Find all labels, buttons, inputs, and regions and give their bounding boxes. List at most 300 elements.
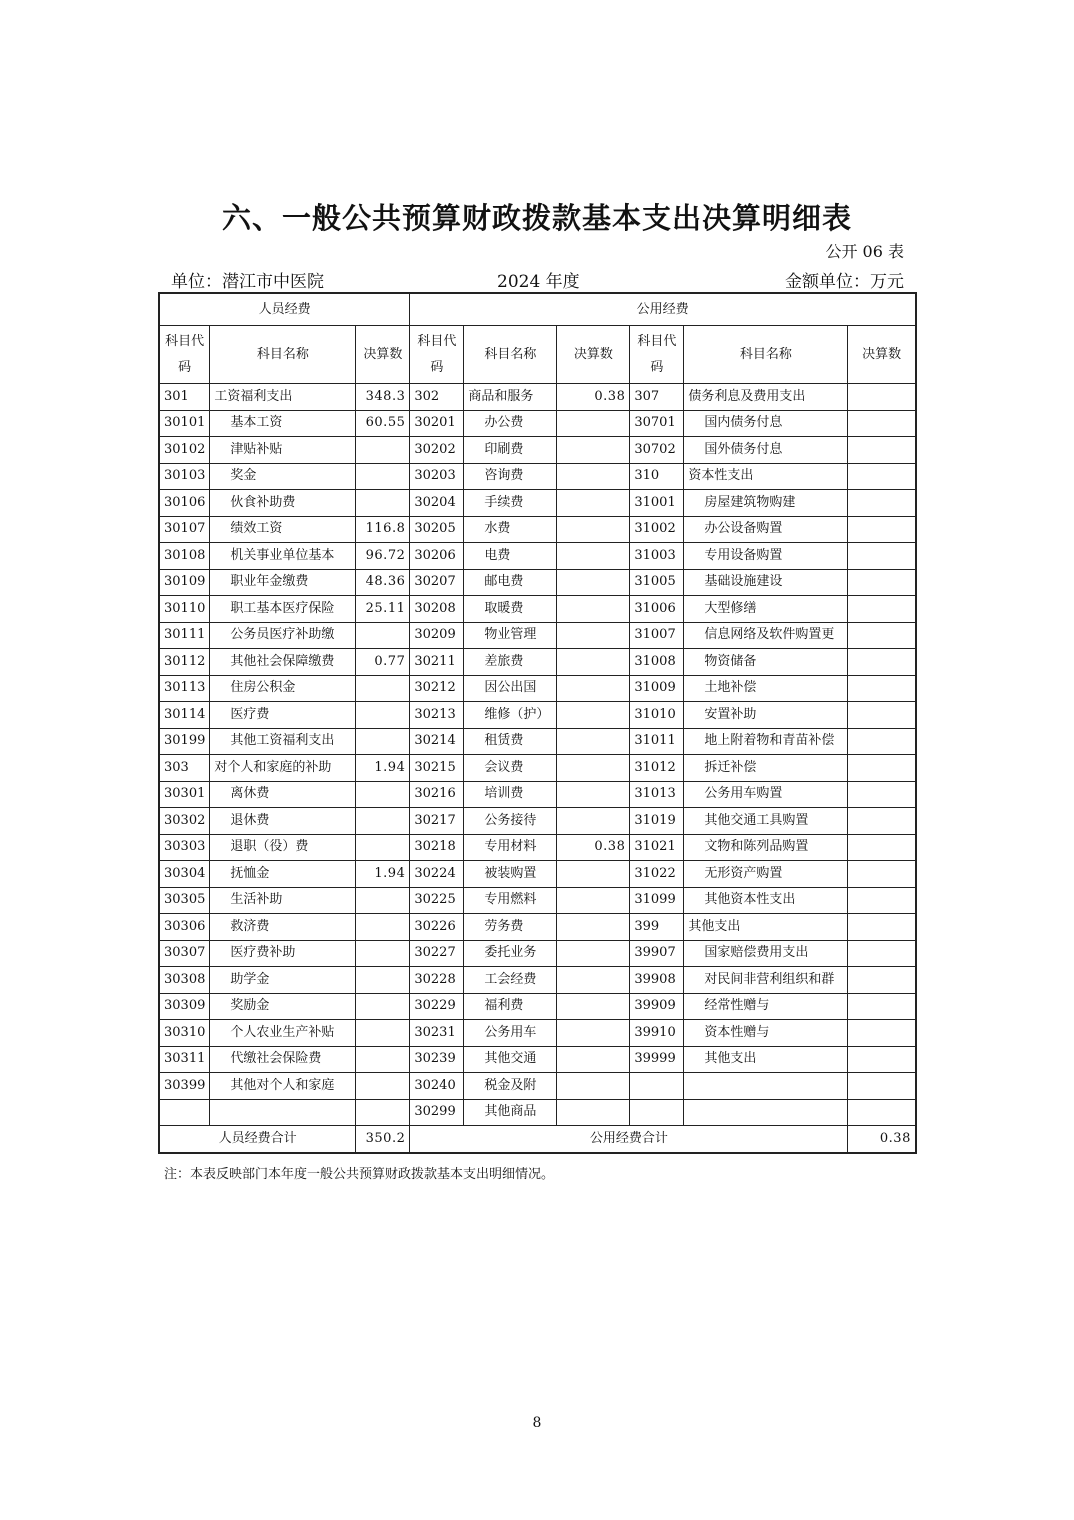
subject-code: 30199 [159, 728, 210, 755]
subject-name: 差旅费 [464, 649, 557, 676]
amount [557, 993, 630, 1020]
subject-code: 39909 [630, 993, 684, 1020]
subject-name: 职业年金缴费 [210, 569, 356, 596]
amount [848, 702, 916, 729]
amount [848, 649, 916, 676]
subject-code: 30310 [159, 1020, 210, 1047]
table-row [159, 967, 916, 994]
subject-name: 物资储备 [684, 649, 848, 676]
amount [356, 622, 410, 649]
amount [557, 914, 630, 941]
amount [848, 516, 916, 543]
subject-name: 工资福利支出 [210, 384, 356, 411]
subject-code [630, 1099, 684, 1126]
subject-code: 30111 [159, 622, 210, 649]
subject-code: 30309 [159, 993, 210, 1020]
amount [557, 702, 630, 729]
subject-name: 绩效工资 [210, 516, 356, 543]
amount [557, 755, 630, 782]
subject-name: 专用燃料 [464, 887, 557, 914]
amount [557, 463, 630, 490]
subject-name: 住房公积金 [210, 675, 356, 702]
table-row [159, 887, 916, 914]
subject-name: 基本工资 [210, 410, 356, 437]
subject-name [684, 1073, 848, 1100]
amount [848, 755, 916, 782]
subject-code: 31012 [630, 755, 684, 782]
table-row [159, 516, 916, 543]
amount [356, 1099, 410, 1126]
subject-name: 拆迁补偿 [684, 755, 848, 782]
subject-code: 30203 [410, 463, 464, 490]
total-public-value: 0.38 [848, 1126, 916, 1153]
amount: 0.77 [356, 649, 410, 676]
table-row [159, 649, 916, 676]
unit-label: 单位：潜江市中医院 [171, 272, 324, 292]
group-personnel: 人员经费 [159, 293, 410, 326]
amount [356, 781, 410, 808]
table-row [159, 728, 916, 755]
subject-name: 工会经费 [464, 967, 557, 994]
amount: 116.8 [356, 516, 410, 543]
amount [557, 437, 630, 464]
table-row [159, 490, 916, 517]
currency-label: 金额单位：万元 [785, 272, 904, 292]
subject-code: 31021 [630, 834, 684, 861]
subject-name: 办公费 [464, 410, 557, 437]
subject-name: 其他商品 [464, 1099, 557, 1126]
subject-code: 30207 [410, 569, 464, 596]
subject-name [210, 1099, 356, 1126]
subject-code: 31009 [630, 675, 684, 702]
amount [848, 622, 916, 649]
subject-code: 30701 [630, 410, 684, 437]
subject-name: 房屋建筑物购建 [684, 490, 848, 517]
subject-code: 30109 [159, 569, 210, 596]
total-row [159, 1126, 916, 1153]
subject-name: 租赁费 [464, 728, 557, 755]
subject-name: 机关事业单位基本 [210, 543, 356, 570]
subject-name: 基础设施建设 [684, 569, 848, 596]
subject-name: 水费 [464, 516, 557, 543]
table-row [159, 993, 916, 1020]
subject-code: 31005 [630, 569, 684, 596]
subject-code: 31007 [630, 622, 684, 649]
subject-name: 取暖费 [464, 596, 557, 623]
table-row [159, 569, 916, 596]
subject-code: 30305 [159, 887, 210, 914]
subject-name: 专用材料 [464, 834, 557, 861]
amount [848, 887, 916, 914]
amount [848, 410, 916, 437]
amount [557, 516, 630, 543]
subject-code: 31013 [630, 781, 684, 808]
amount [848, 490, 916, 517]
subject-code: 31010 [630, 702, 684, 729]
subject-code: 30215 [410, 755, 464, 782]
subject-name: 劳务费 [464, 914, 557, 941]
col-name: 科目名称 [210, 326, 356, 384]
subject-code: 30239 [410, 1046, 464, 1073]
amount [356, 702, 410, 729]
subject-code: 30231 [410, 1020, 464, 1047]
total-personnel-value: 350.2 [356, 1126, 410, 1153]
subject-name: 无形资产购置 [684, 861, 848, 888]
amount [356, 1073, 410, 1100]
amount: 25.11 [356, 596, 410, 623]
subject-code: 30240 [410, 1073, 464, 1100]
subject-name: 其他对个人和家庭 [210, 1073, 356, 1100]
amount [557, 861, 630, 888]
subject-name: 救济费 [210, 914, 356, 941]
subject-code [630, 1073, 684, 1100]
amount [557, 781, 630, 808]
subject-code: 31011 [630, 728, 684, 755]
table-row [159, 702, 916, 729]
subject-code: 30114 [159, 702, 210, 729]
amount [557, 490, 630, 517]
subject-name: 离休费 [210, 781, 356, 808]
subject-code: 30226 [410, 914, 464, 941]
subject-name: 助学金 [210, 967, 356, 994]
subject-code: 30213 [410, 702, 464, 729]
subject-code [159, 1099, 210, 1126]
subject-name: 会议费 [464, 755, 557, 782]
amount [848, 437, 916, 464]
amount [557, 622, 630, 649]
subject-code: 30103 [159, 463, 210, 490]
amount [557, 728, 630, 755]
subject-name: 专用设备购置 [684, 543, 848, 570]
subject-name: 手续费 [464, 490, 557, 517]
table-row [159, 1020, 916, 1047]
subject-name: 物业管理 [464, 622, 557, 649]
amount: 96.72 [356, 543, 410, 570]
total-personnel-label: 人员经费合计 [159, 1126, 356, 1153]
amount [356, 490, 410, 517]
subject-code: 30102 [159, 437, 210, 464]
subject-code: 30208 [410, 596, 464, 623]
subject-code: 31008 [630, 649, 684, 676]
amount [557, 569, 630, 596]
amount [848, 384, 916, 411]
col-amount: 决算数 [557, 326, 630, 384]
group-public: 公用经费 [410, 293, 916, 326]
table-row [159, 675, 916, 702]
amount [356, 967, 410, 994]
subject-code: 30107 [159, 516, 210, 543]
subject-name: 文物和陈列品购置 [684, 834, 848, 861]
amount [848, 1073, 916, 1100]
subject-name: 培训费 [464, 781, 557, 808]
table-row [159, 940, 916, 967]
subject-name: 其他支出 [684, 1046, 848, 1073]
col-amount: 决算数 [356, 326, 410, 384]
subject-code: 399 [630, 914, 684, 941]
table-row [159, 463, 916, 490]
amount [557, 967, 630, 994]
subject-code: 30201 [410, 410, 464, 437]
subject-name: 生活补助 [210, 887, 356, 914]
subject-code: 30229 [410, 993, 464, 1020]
subject-name: 印刷费 [464, 437, 557, 464]
subject-name: 办公设备购置 [684, 516, 848, 543]
amount [848, 463, 916, 490]
subject-name: 信息网络及软件购置更 [684, 622, 848, 649]
amount [356, 940, 410, 967]
subject-name: 福利费 [464, 993, 557, 1020]
amount [557, 410, 630, 437]
subject-code: 30307 [159, 940, 210, 967]
amount: 348.3 [356, 384, 410, 411]
subject-code: 30212 [410, 675, 464, 702]
subject-name: 对民间非营利组织和群 [684, 967, 848, 994]
amount: 0.38 [557, 384, 630, 411]
amount: 48.36 [356, 569, 410, 596]
table-row [159, 410, 916, 437]
col-code: 科目代码 [410, 326, 464, 384]
amount: 1.94 [356, 861, 410, 888]
amount [848, 781, 916, 808]
subject-code: 31019 [630, 808, 684, 835]
form-number: 公开 06 表 [825, 242, 904, 261]
amount [356, 887, 410, 914]
subject-name: 地上附着物和青苗补偿 [684, 728, 848, 755]
subject-code: 31099 [630, 887, 684, 914]
subject-name: 国内债务付息 [684, 410, 848, 437]
subject-code: 30301 [159, 781, 210, 808]
subject-code: 30211 [410, 649, 464, 676]
subject-code: 30205 [410, 516, 464, 543]
subject-code: 31001 [630, 490, 684, 517]
subject-name: 公务用车 [464, 1020, 557, 1047]
footnote: 注：本表反映部门本年度一般公共预算财政拨款基本支出明细情况。 [164, 1167, 555, 1182]
subject-code: 30214 [410, 728, 464, 755]
subject-name: 委托业务 [464, 940, 557, 967]
table-row [159, 1046, 916, 1073]
subject-code: 30399 [159, 1073, 210, 1100]
amount [848, 914, 916, 941]
table-row [159, 1099, 916, 1126]
amount: 60.55 [356, 410, 410, 437]
subject-code: 310 [630, 463, 684, 490]
subject-code: 30302 [159, 808, 210, 835]
amount: 1.94 [356, 755, 410, 782]
subject-code: 30218 [410, 834, 464, 861]
subject-code: 39908 [630, 967, 684, 994]
amount [356, 834, 410, 861]
amount [557, 1020, 630, 1047]
amount [557, 887, 630, 914]
subject-code: 307 [630, 384, 684, 411]
amount [848, 543, 916, 570]
table-row [159, 914, 916, 941]
column-header-row [159, 326, 916, 384]
table-row [159, 755, 916, 782]
subject-name: 资本性支出 [684, 463, 848, 490]
amount [356, 1020, 410, 1047]
subject-name: 医疗费 [210, 702, 356, 729]
table-row [159, 808, 916, 835]
amount [848, 1046, 916, 1073]
subject-code: 30228 [410, 967, 464, 994]
subject-code: 302 [410, 384, 464, 411]
subject-code: 39910 [630, 1020, 684, 1047]
subject-code: 30225 [410, 887, 464, 914]
table-row [159, 543, 916, 570]
subject-code: 30227 [410, 940, 464, 967]
subject-name: 大型修缮 [684, 596, 848, 623]
amount [356, 675, 410, 702]
subject-name: 电费 [464, 543, 557, 570]
amount [356, 993, 410, 1020]
subject-name: 津贴补贴 [210, 437, 356, 464]
amount [557, 1046, 630, 1073]
amount [848, 993, 916, 1020]
amount [848, 1020, 916, 1047]
amount [557, 1073, 630, 1100]
page-number: 8 [532, 1415, 542, 1431]
subject-code: 30306 [159, 914, 210, 941]
subject-code: 30217 [410, 808, 464, 835]
subject-name: 公务用车购置 [684, 781, 848, 808]
subject-code: 31003 [630, 543, 684, 570]
subject-name [684, 1099, 848, 1126]
subject-code: 30108 [159, 543, 210, 570]
expenditure-table [158, 292, 917, 1154]
amount [848, 596, 916, 623]
amount [848, 728, 916, 755]
subject-name: 医疗费补助 [210, 940, 356, 967]
col-name: 科目名称 [464, 326, 557, 384]
subject-code: 39907 [630, 940, 684, 967]
table-row [159, 861, 916, 888]
subject-name: 其他社会保障缴费 [210, 649, 356, 676]
subject-name: 咨询费 [464, 463, 557, 490]
amount [848, 1099, 916, 1126]
subject-code: 30308 [159, 967, 210, 994]
amount [557, 940, 630, 967]
subject-code: 30702 [630, 437, 684, 464]
table-row [159, 437, 916, 464]
subject-name: 资本性赠与 [684, 1020, 848, 1047]
subject-name: 维修（护） [464, 702, 557, 729]
subject-name: 其他支出 [684, 914, 848, 941]
amount [557, 543, 630, 570]
col-code: 科目代码 [630, 326, 684, 384]
amount [557, 808, 630, 835]
amount [356, 728, 410, 755]
subject-name: 邮电费 [464, 569, 557, 596]
subject-code: 31002 [630, 516, 684, 543]
subject-code: 30224 [410, 861, 464, 888]
subject-name: 其他资本性支出 [684, 887, 848, 914]
year-label: 2024 年度 [497, 272, 580, 292]
subject-name: 退职（役）费 [210, 834, 356, 861]
subject-name: 经常性赠与 [684, 993, 848, 1020]
col-amount: 决算数 [848, 326, 916, 384]
amount [356, 463, 410, 490]
subject-code: 30304 [159, 861, 210, 888]
subject-name: 商品和服务 [464, 384, 557, 411]
subject-name: 对个人和家庭的补助 [210, 755, 356, 782]
subject-code: 30110 [159, 596, 210, 623]
group-header-row [159, 293, 916, 326]
subject-code: 30101 [159, 410, 210, 437]
amount [557, 596, 630, 623]
subject-name: 其他交通工具购置 [684, 808, 848, 835]
subject-code: 30202 [410, 437, 464, 464]
subject-name: 公务员医疗补助缴 [210, 622, 356, 649]
amount [356, 914, 410, 941]
subject-name: 抚恤金 [210, 861, 356, 888]
subject-name: 安置补助 [684, 702, 848, 729]
amount [356, 808, 410, 835]
amount: 0.38 [557, 834, 630, 861]
subject-code: 30311 [159, 1046, 210, 1073]
subject-name: 伙食补助费 [210, 490, 356, 517]
amount [557, 1099, 630, 1126]
subject-code: 30209 [410, 622, 464, 649]
subject-code: 39999 [630, 1046, 684, 1073]
subject-code: 31022 [630, 861, 684, 888]
subject-code: 30299 [410, 1099, 464, 1126]
subject-name: 其他交通 [464, 1046, 557, 1073]
subject-name: 退休费 [210, 808, 356, 835]
col-code: 科目代码 [159, 326, 210, 384]
subject-code: 30106 [159, 490, 210, 517]
subject-name: 职工基本医疗保险 [210, 596, 356, 623]
subject-name: 个人农业生产补贴 [210, 1020, 356, 1047]
subject-name: 奖金 [210, 463, 356, 490]
subject-name: 国外债务付息 [684, 437, 848, 464]
amount [557, 649, 630, 676]
page-title: 六、一般公共预算财政拨款基本支出决算明细表 [221, 201, 852, 235]
subject-code: 30206 [410, 543, 464, 570]
subject-name: 债务利息及费用支出 [684, 384, 848, 411]
subject-name: 代缴社会保险费 [210, 1046, 356, 1073]
table-row [159, 1073, 916, 1100]
subject-code: 301 [159, 384, 210, 411]
amount [848, 834, 916, 861]
amount [356, 437, 410, 464]
subject-code: 31006 [630, 596, 684, 623]
subject-name: 奖励金 [210, 993, 356, 1020]
amount [557, 675, 630, 702]
subject-name: 国家赔偿费用支出 [684, 940, 848, 967]
table-row [159, 596, 916, 623]
col-name: 科目名称 [684, 326, 848, 384]
table-row [159, 384, 916, 411]
amount [848, 569, 916, 596]
subject-code: 30303 [159, 834, 210, 861]
subject-code: 30113 [159, 675, 210, 702]
amount [848, 940, 916, 967]
subject-name: 因公出国 [464, 675, 557, 702]
subject-name: 其他工资福利支出 [210, 728, 356, 755]
subject-code: 303 [159, 755, 210, 782]
table-row [159, 834, 916, 861]
amount [848, 861, 916, 888]
subject-name: 税金及附 [464, 1073, 557, 1100]
amount [848, 675, 916, 702]
total-public-label: 公用经费合计 [410, 1126, 848, 1153]
subject-code: 30204 [410, 490, 464, 517]
subject-code: 30112 [159, 649, 210, 676]
amount [848, 808, 916, 835]
table-row [159, 622, 916, 649]
subject-name: 公务接待 [464, 808, 557, 835]
